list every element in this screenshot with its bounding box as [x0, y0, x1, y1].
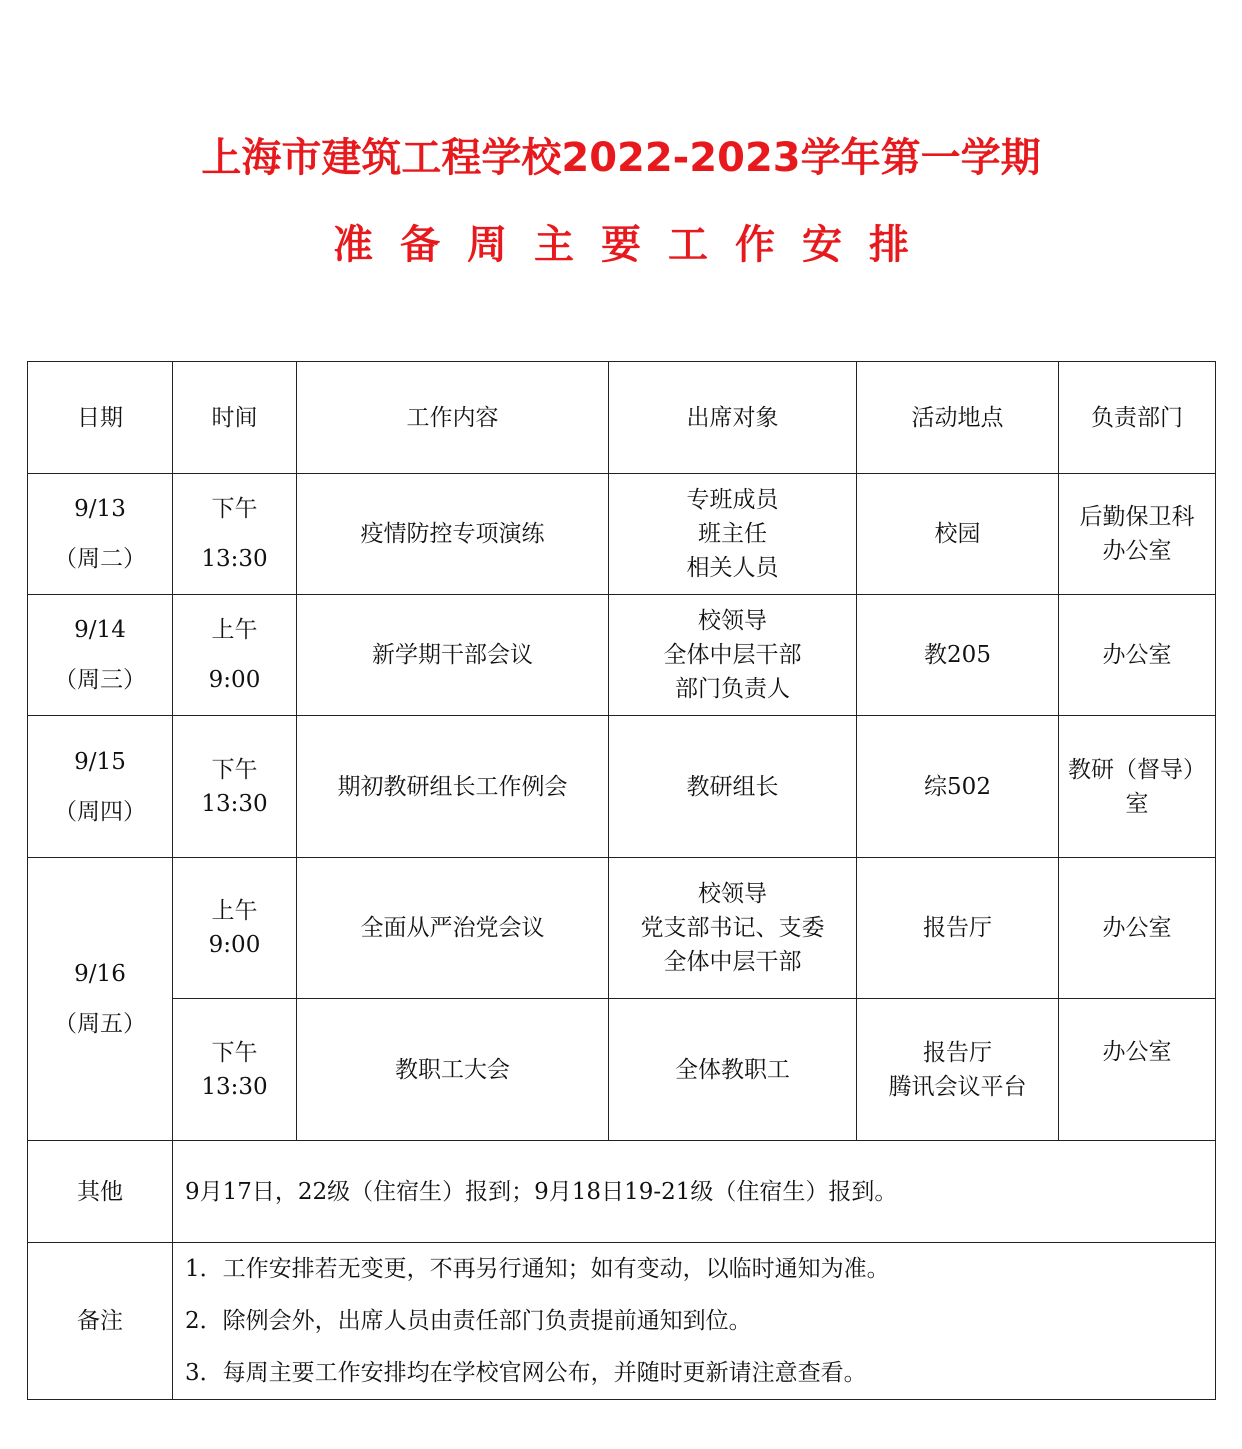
dept-cell: 教研（督导） 室	[1059, 716, 1216, 858]
location-cell: 校园	[857, 474, 1059, 595]
content-cell: 疫情防控专项演练	[297, 474, 609, 595]
document-subtitle: 准备周主要工作安排	[333, 222, 936, 268]
attendees-cell: 教研组长	[609, 716, 857, 858]
location-cell: 报告厅 腾讯会议平台	[857, 999, 1059, 1141]
attendees-cell: 校领导 全体中层干部 部门负责人	[609, 595, 857, 716]
time-cell: 下午 13:30	[173, 474, 297, 595]
content-cell: 全面从严治党会议	[297, 858, 609, 999]
table-row	[28, 474, 1216, 595]
table-row	[28, 999, 1216, 1141]
document-title: 上海市建筑工程学校2022-2023学年第一学期	[201, 135, 1041, 181]
location-cell: 教205	[857, 595, 1059, 716]
dept-cell: 办公室	[1059, 858, 1216, 999]
other-label: 其他	[28, 1141, 173, 1243]
date-cell: 9/14 （周三）	[28, 595, 173, 716]
header-location: 活动地点	[857, 362, 1059, 474]
table-row	[28, 858, 1216, 999]
date-cell: 9/16 （周五）	[28, 858, 173, 1141]
attendees-cell: 校领导 党支部书记、支委 全体中层干部	[609, 858, 857, 999]
dept-cell: 办公室	[1059, 999, 1216, 1141]
date-cell: 9/13 （周二）	[28, 474, 173, 595]
header-content: 工作内容	[297, 362, 609, 474]
header-dept: 负责部门	[1059, 362, 1216, 474]
remark-item: 3．每周主要工作安排均在学校官网公布，并随时更新请注意查看。	[185, 1360, 867, 1386]
content-cell: 新学期干部会议	[297, 595, 609, 716]
header-attendees: 出席对象	[609, 362, 857, 474]
other-row	[28, 1141, 1216, 1243]
content-cell: 教职工大会	[297, 999, 609, 1141]
header-date: 日期	[28, 362, 173, 474]
time-cell: 下午 13:30	[173, 999, 297, 1141]
remarks-row	[28, 1243, 1216, 1400]
time-cell: 上午 9:00	[173, 858, 297, 999]
remarks-label: 备注	[28, 1243, 173, 1400]
table-row	[28, 595, 1216, 716]
dept-cell: 后勤保卫科 办公室	[1059, 474, 1216, 595]
remark-item: 2．除例会外，出席人员由责任部门负责提前通知到位。	[185, 1308, 752, 1334]
location-cell: 报告厅	[857, 858, 1059, 999]
location-cell: 综502	[857, 716, 1059, 858]
date-cell: 9/15 （周四）	[28, 716, 173, 858]
dept-cell: 办公室	[1059, 595, 1216, 716]
header-time: 时间	[173, 362, 297, 474]
attendees-cell: 全体教职工	[609, 999, 857, 1141]
content-cell: 期初教研组长工作例会	[297, 716, 609, 858]
schedule-table	[27, 361, 1216, 1400]
time-cell: 上午 9:00	[173, 595, 297, 716]
remark-item: 1．工作安排若无变更，不再另行通知；如有变动，以临时通知为准。	[185, 1256, 890, 1282]
other-text: 9月17日，22级（住宿生）报到；9月18日19-21级（住宿生）报到。	[173, 1141, 1216, 1243]
time-cell: 下午 13:30	[173, 716, 297, 858]
header-row	[28, 362, 1216, 474]
attendees-cell: 专班成员 班主任 相关人员	[609, 474, 857, 595]
table-row	[28, 716, 1216, 858]
remarks-list	[173, 1243, 1216, 1400]
